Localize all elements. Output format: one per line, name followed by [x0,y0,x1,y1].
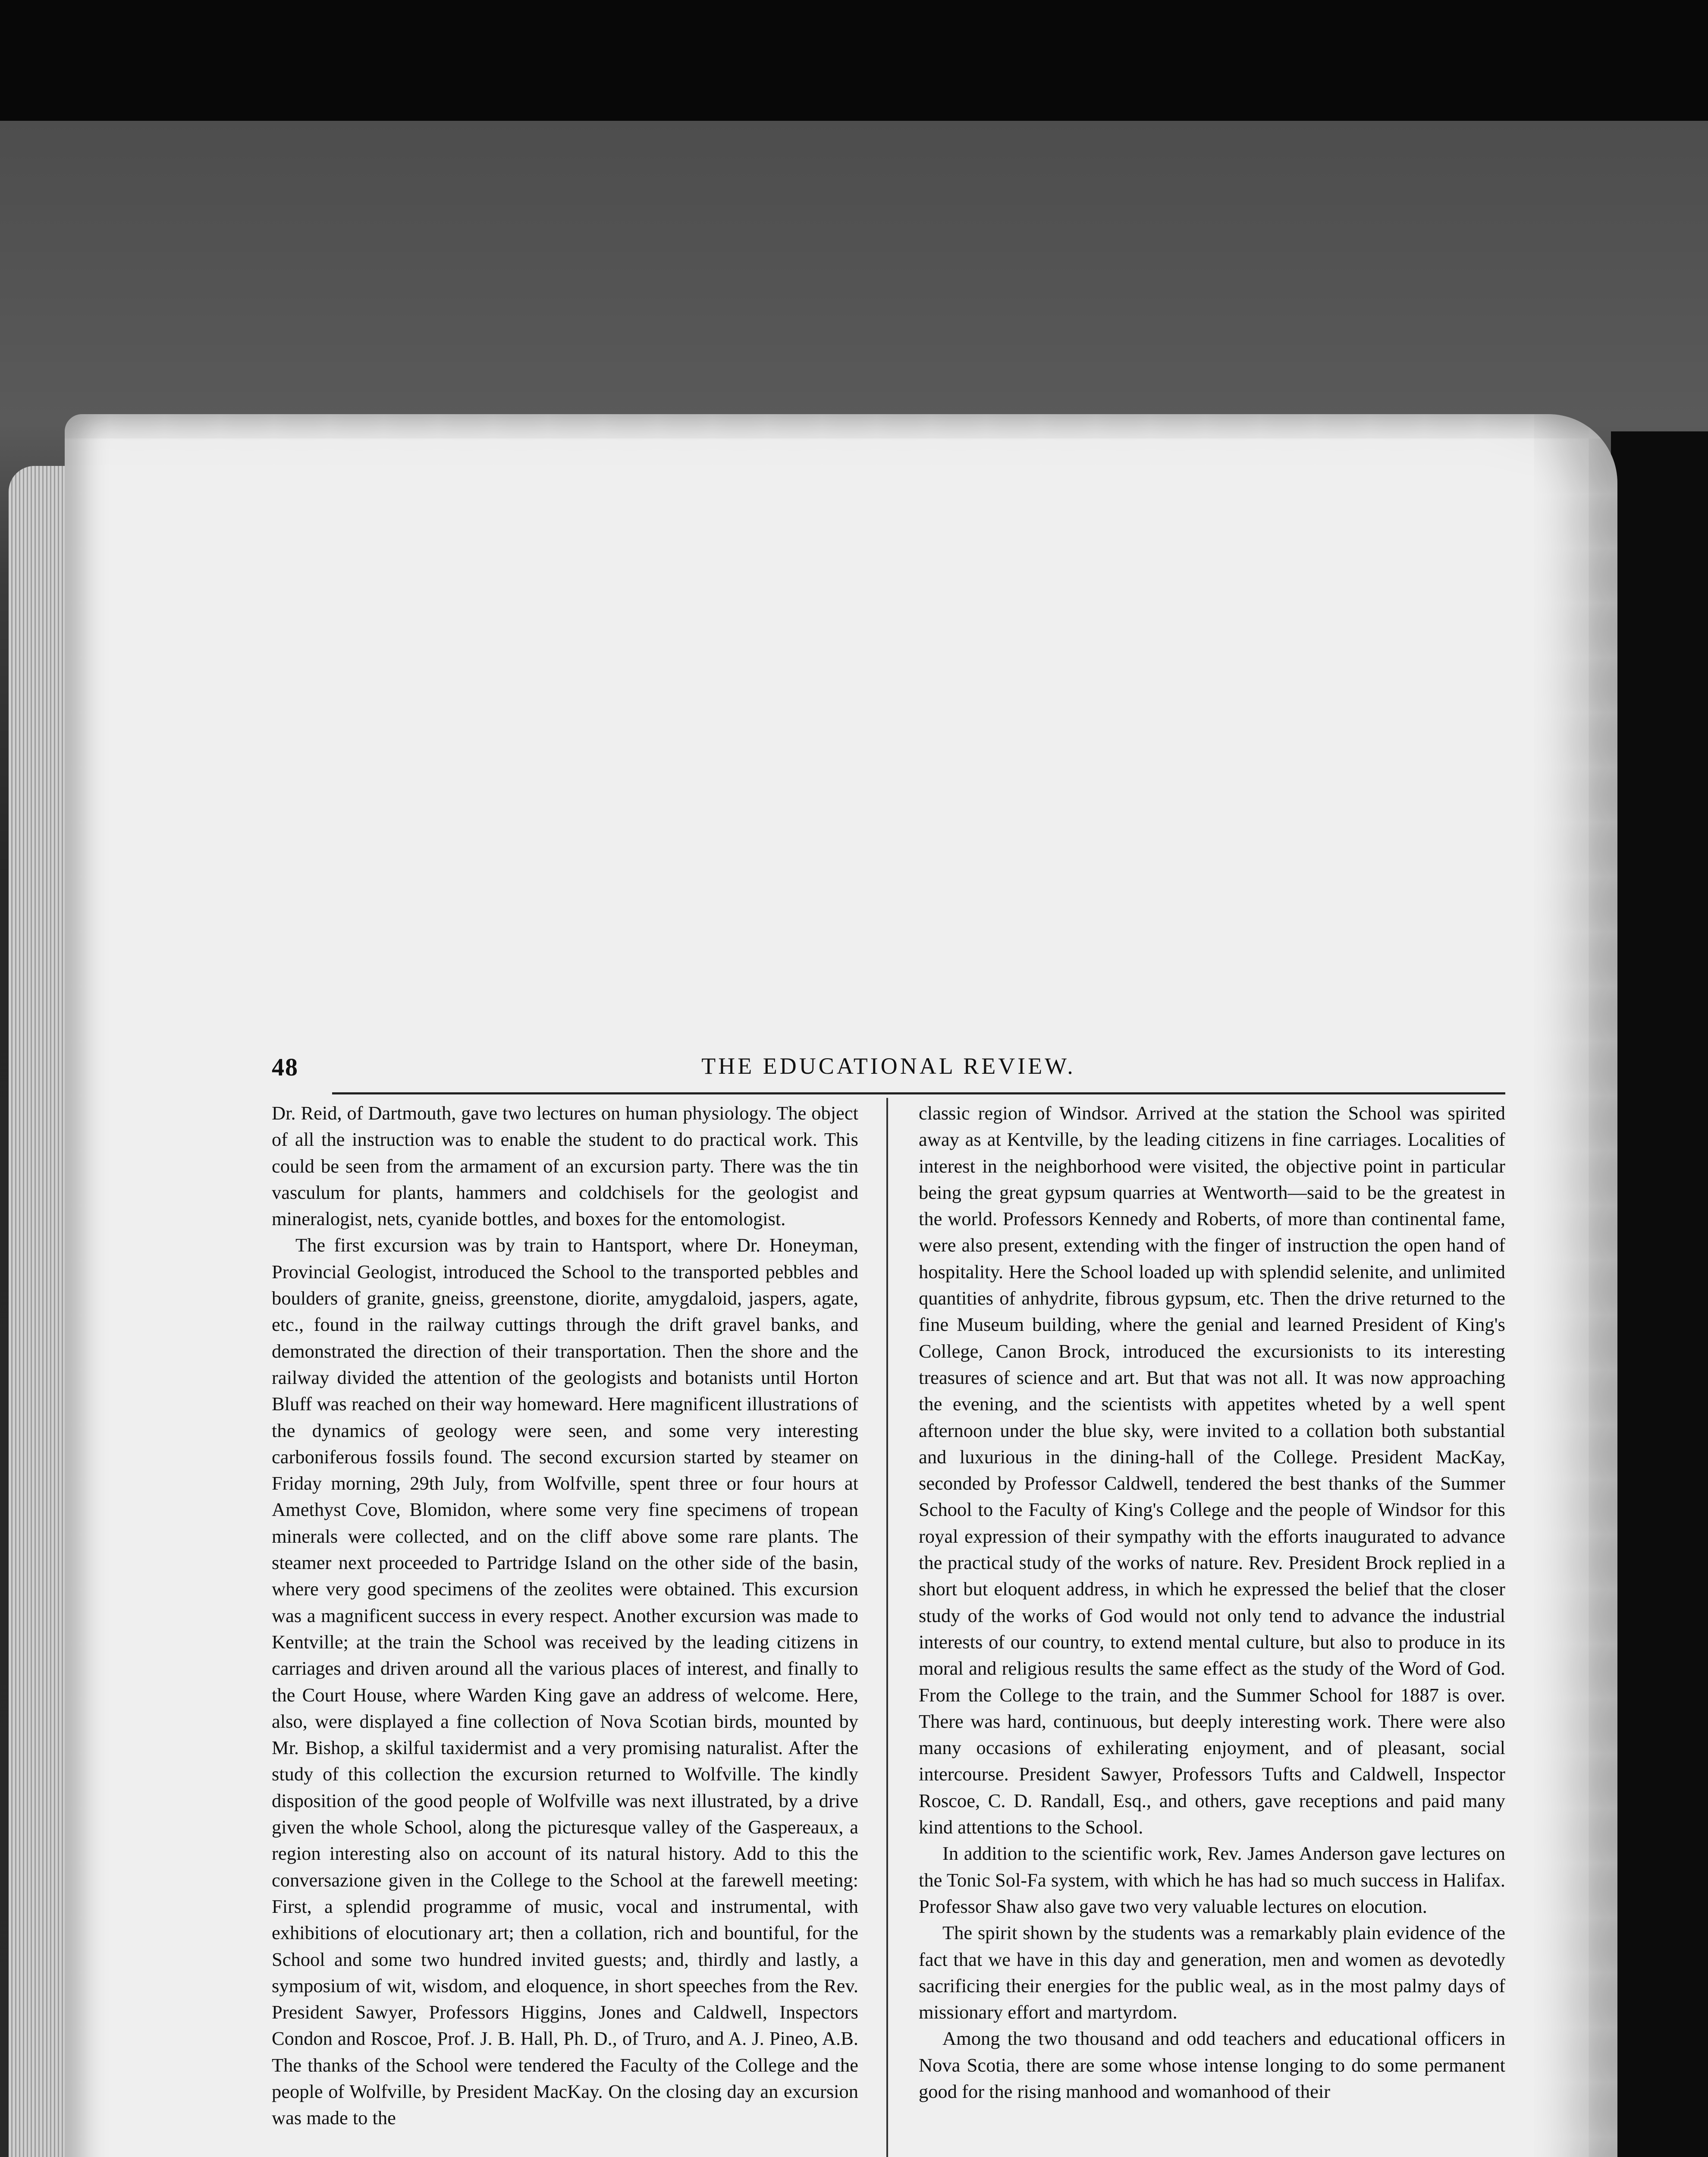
scan-right-edge [1611,431,1708,2157]
page-header [272,1053,1505,1091]
header-rule [332,1092,1505,1094]
running-title: THE EDUCATIONAL REVIEW. [701,1053,1076,1079]
right-paragraph-1: classic region of Windsor. Arrived at the station the School was spirited away as at Kentville, by the leading citizens in fine carriages. Localities of interest in the neighborhood were visited, the objective point in particular being the great gypsum quarries at Wentworth—said to be the greatest in the world. Professors Kennedy and Roberts, of more than continental fame, were also present, extending with the finger of instruction the open hand of hospitality. Here the School loaded up with splendid selenite, and unlimited quantities of anhydrite, fibrous gypsum, etc. Then the drive returned to the fine Museum building, where the genial and learned President of King's College, Canon Brock, introduced the excursionists to its interesting treasures of science and art. But that was not all. It was now approaching the evening, and the scientists with appetites wheted by a well spent afternoon under the blue sky, were invited to a collation both substantial and luxurious in the dining-hall of the College. President MacKay, seconded by Professor Caldwell, tendered the best thanks of the Summer School to the Faculty of King's College and the people of Windsor for this royal expression of their sympathy with the efforts inaugurated to advance the practical study of the works of nature. Rev. President Brock replied in a short but eloquent address, in which he expressed the belief that the closer study of the works of God would not only tend to advance the industrial interests of our country, to extend mental culture, but also to produce in its moral and religious results the same effect as the study of the Word of God. From the College to the train, and the Summer School for 1887 is over. There was hard, continuous, but deeply interesting work. There were also many occasions of exhilerating enjoyment, and of pleasant, social intercourse. President Sawyer, Professors Tufts and Caldwell, Inspector Roscoe, C. D. Randall, Esq., and others, gave receptions and paid many kind attentions to the School. [919,1102,1505,1838]
left-paragraph-2: The first excursion was by train to Hantsport, where Dr. Honeyman, Provincial Geologist, introduced the School to the transported pebbles and boulders of granite, gneiss, greenstone, diorite, amygdaloid, jaspers, agate, etc., found in the railway cuttings through the drift gravel banks, and demonstrated the direction of their transportation. Then the shore and the railway divided the attention of the geologists and botanists until Horton Bluff was reached on their way homeward. Here magnificent illustrations of the dynamics of geology were seen, and some very interesting carboniferous fossils found. The second excursion started by steamer on Friday morning, 29th July, from Wolfville, spent three or four hours at Amethyst Cove, Blomidon, where some very fine specimens of tropean minerals were collected, and on the cliff above some rare plants. The steamer next proceeded to Partridge Island on the other side of the basin, where very good specimens of the zeolites were obtained. This excursion was a magnificent success in every respect. Another excursion was made to Kentville; at the train the School was received by the leading citizens in carriages and driven around all the various places of interest, and finally to the Court House, where Warden King gave an address of welcome. Here, also, were displayed a fine collection of Nova Scotian birds, mounted by Mr. Bishop, a skilful taxidermist and a very promising naturalist. After the study of this collection the excursion returned to Wolfville. The kindly disposition of the good people of Wolfville was next illustrated, by a drive given the whole School, along the picturesque valley of the Gaspereaux, a region interesting also on account of its natural history. Add to this the conversazione given in the College to the School at the farewell meeting: First, a splendid programme of music, vocal and instrumental, with exhibitions of elocutionary art; then a collation, rich and bountiful, for the School and some two hundred invited guests; and, thirdly and lastly, a symposium of wit, wisdom, and eloquence, in short speeches from the Rev. President Sawyer, Professors Higgins, Jones and Caldwell, Inspectors Condon and Roscoe, Prof. J. B. Hall, Ph. D., of Truro, and A. J. Pineo, A.B. The thanks of the School were tendered the Faculty of the College and the people of Wolfville, by President MacKay. On the closing day an excursion was made to the [272,1234,858,2129]
column-divider [886,1098,888,2157]
page-content [272,1053,1505,2157]
right-paragraph-4: Among the two thousand and odd teachers and educational officers in Nova Scotia, there are some whose intense longing to do some permanent good for the rising manhood and womanhood of their [919,2028,1505,2102]
book-page-edges [9,466,73,2157]
left-column [272,1100,858,2157]
right-paragraph-3: The spirit shown by the students was a remarkably plain evidence of the fact that we have in this day and generation, men and women as devotedly sacrificing their energies for the public weal, as in the most palmy days of missionary effort and martyrdom. [919,1922,1505,2023]
scanner-top-band [0,0,1708,121]
page-number: 48 [272,1053,298,1081]
right-column [919,1100,1505,2157]
left-paragraph-1: Dr. Reid, of Dartmouth, gave two lectures on human physiology. The object of all the instruction was to enable the student to do practical work. This could be seen from the armament of an excursion party. There was the tin vasculum for plants, hammers and coldchisels for the geologist and mineralogist, nets, cyanide bottles, and boxes for the entomologist. [272,1102,858,1230]
book-page [65,414,1617,2157]
right-paragraph-2: In addition to the scientific work, Rev. James Anderson gave lectures on the Tonic Sol-Fa system, with which he has had so much success in Halifax. Professor Shaw also gave two very valuable lectures on elocution. [919,1843,1505,1917]
